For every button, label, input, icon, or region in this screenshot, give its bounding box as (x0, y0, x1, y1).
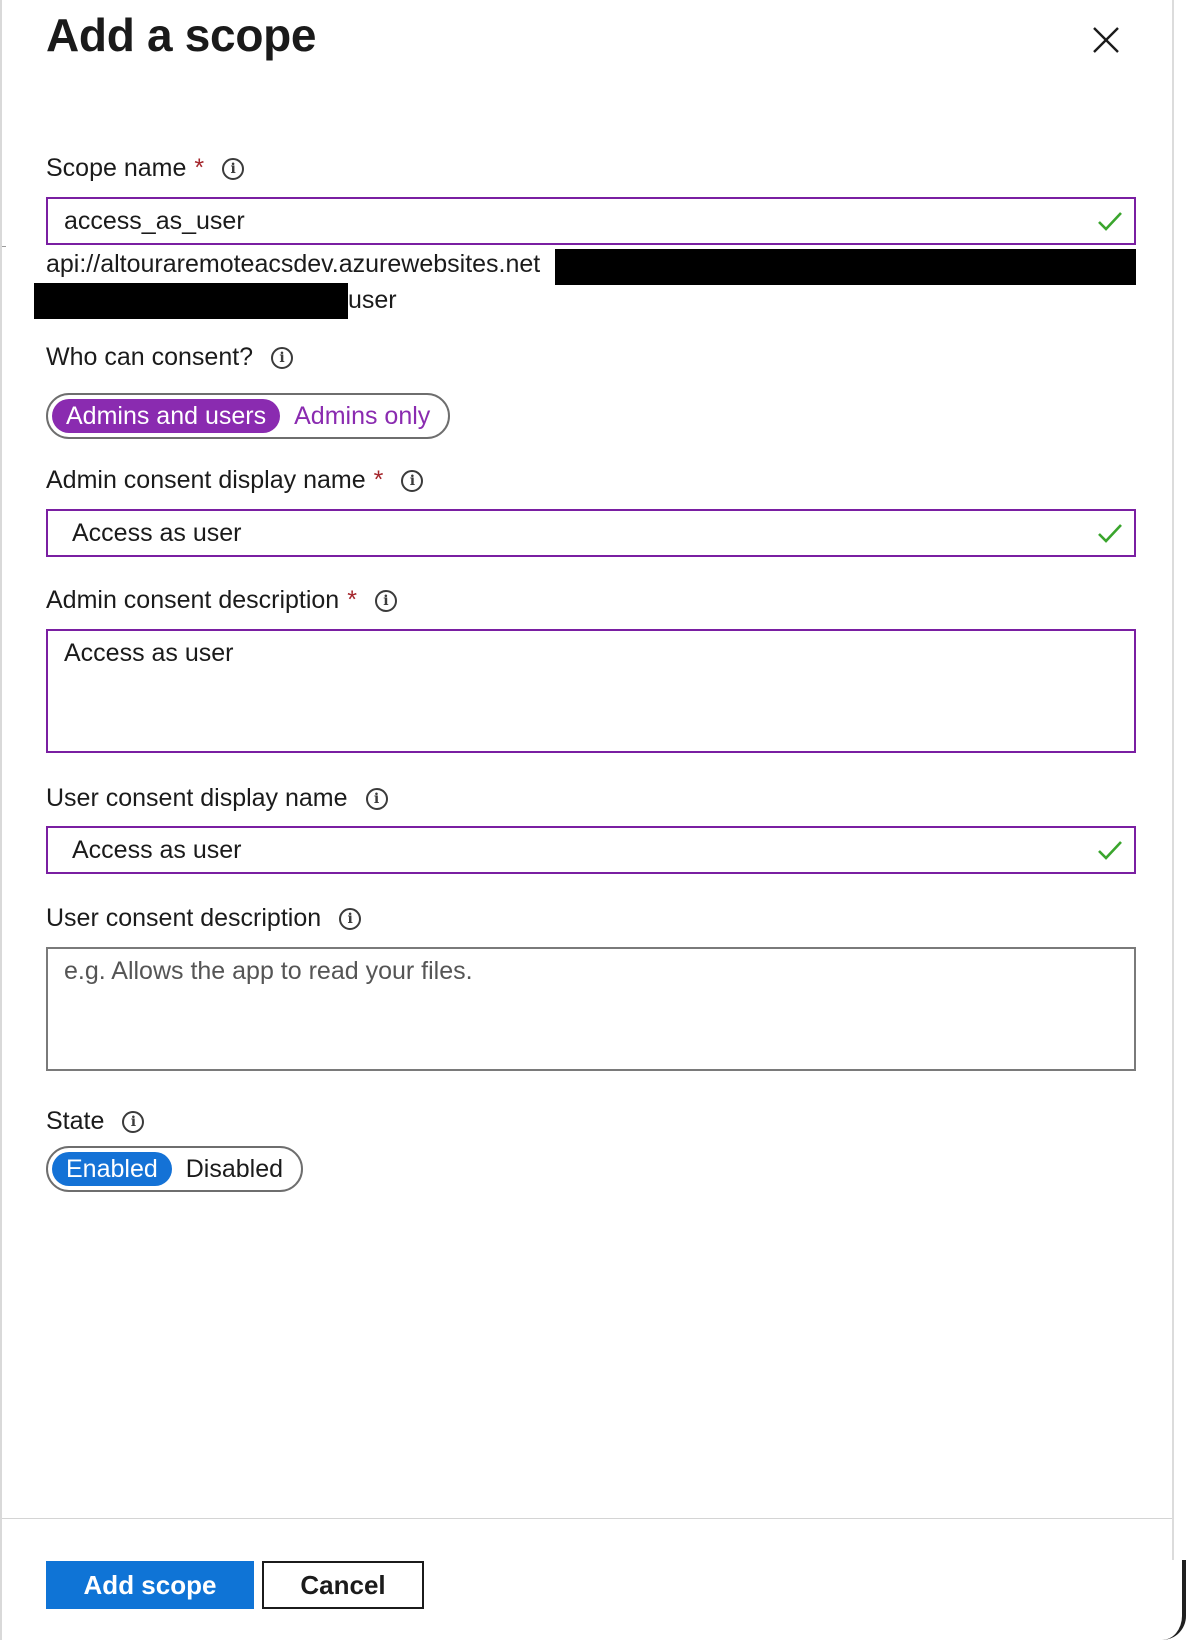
scope-uri-line2: user (348, 286, 397, 314)
admin-description-textarea[interactable] (46, 629, 1136, 753)
add-scope-button[interactable]: Add scope (46, 1561, 254, 1609)
info-icon[interactable] (271, 347, 293, 369)
user-display-name-input[interactable] (46, 826, 1136, 874)
state-toggle (46, 1146, 303, 1192)
state-option-enabled[interactable]: Enabled (52, 1152, 172, 1186)
check-icon (1096, 519, 1124, 547)
user-description-label (46, 904, 361, 933)
scope-uri-line1: api://altouraremoteacsdev.azurewebsites.net (46, 250, 541, 278)
info-icon[interactable] (222, 158, 244, 180)
info-glyph: i (230, 160, 236, 177)
info-glyph: i (347, 910, 353, 927)
user-description-placeholder: e.g. Allows the app to read your files. (64, 957, 473, 985)
user-display-name-label-text: User consent display name (46, 784, 348, 812)
admin-description-label (46, 586, 397, 615)
footer-divider (2, 1518, 1174, 1519)
state-label (46, 1107, 144, 1136)
user-display-name-value: Access as user (72, 836, 242, 864)
user-description-textarea[interactable] (46, 947, 1136, 1071)
admin-description-label-text: Admin consent description (46, 586, 340, 614)
admin-display-name-label-text: Admin consent display name (46, 466, 366, 494)
admin-display-name-label (46, 466, 423, 495)
window-edge (1172, 0, 1186, 1640)
admin-display-name-input[interactable] (46, 509, 1136, 557)
user-description-label-text: User consent description (46, 904, 322, 932)
info-glyph: i (130, 1113, 137, 1130)
scope-name-input[interactable] (46, 197, 1136, 245)
info-glyph: i (383, 592, 389, 609)
panel-edge-tick (2, 246, 6, 247)
info-icon[interactable] (401, 470, 423, 492)
consent-option-admins-and-users[interactable]: Admins and users (52, 399, 280, 433)
window-edge-line (1172, 0, 1174, 1560)
required-marker: * (373, 466, 384, 494)
panel-title: Add a scope (46, 9, 317, 61)
scope-name-label-text: Scope name (46, 154, 187, 182)
info-glyph: i (373, 790, 380, 807)
redaction-bar (555, 249, 1136, 285)
check-icon (1096, 207, 1124, 235)
user-display-name-label (46, 784, 388, 813)
consent-option-admins-only[interactable]: Admins only (294, 402, 431, 430)
check-icon (1096, 836, 1124, 864)
state-option-disabled[interactable]: Disabled (185, 1155, 284, 1183)
state-label-text: State (46, 1107, 105, 1135)
info-glyph: i (279, 349, 285, 366)
close-icon (1086, 20, 1126, 60)
window-corner (1162, 1560, 1186, 1640)
who-can-consent-label (46, 343, 293, 372)
scope-name-value: access_as_user (64, 207, 245, 235)
admin-description-value: Access as user (64, 639, 234, 667)
info-icon[interactable] (122, 1111, 144, 1133)
redaction-bar (34, 283, 348, 319)
required-marker: * (347, 586, 357, 614)
who-can-consent-label-text: Who can consent? (46, 343, 254, 371)
admin-display-name-value: Access as user (72, 519, 242, 547)
scope-name-label (46, 154, 244, 183)
consent-toggle (46, 393, 450, 439)
required-marker: * (194, 154, 205, 182)
info-glyph: i (409, 472, 416, 489)
close-button[interactable] (1086, 20, 1126, 60)
info-icon[interactable] (339, 908, 361, 930)
info-icon[interactable] (366, 788, 388, 810)
cancel-button[interactable]: Cancel (262, 1561, 424, 1609)
info-icon[interactable] (375, 590, 397, 612)
